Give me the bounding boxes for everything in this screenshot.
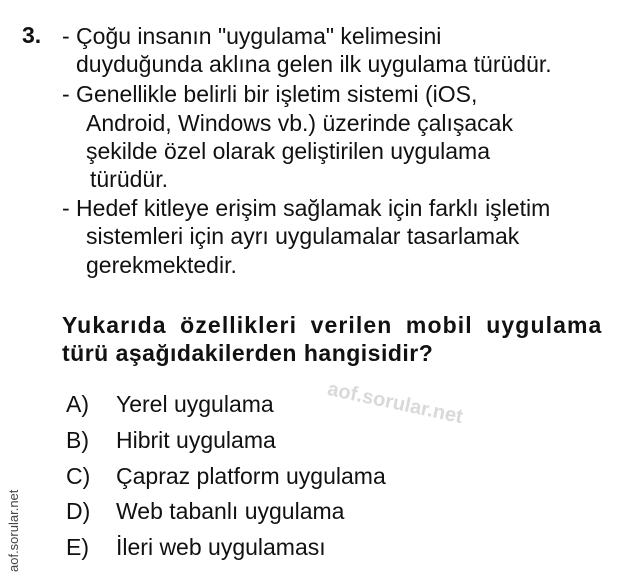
option-b-letter: B) (66, 427, 89, 453)
watermark-center: aof.sorular.net (325, 378, 465, 429)
bullet-2-line-1: - Genellikle belirli bir işletim sistemi (iOS, (62, 81, 478, 107)
option-d-text: Web tabanlı uygulama (116, 498, 345, 524)
watermark-side: aof.sorular.net (6, 489, 21, 572)
bullet-2-line-3: şekilde özel olarak geliştirilen uygulama (86, 138, 490, 164)
option-e-letter: E) (66, 534, 89, 560)
bullet-3-line-2: sistemleri için ayrı uygulamalar tasarlamak (86, 223, 520, 249)
bullet-1-line-2: duyduğunda aklına gelen ilk uygulama türüdür. (76, 51, 552, 77)
option-e-text: İleri web uygulaması (116, 534, 326, 560)
bullet-2-line-2: Android, Windows vb.) üzerinde çalışacak (86, 110, 513, 136)
bullet-2-line-4: türüdür. (90, 166, 168, 192)
question-prompt-line-2: türü aşağıdakilerden hangisidir? (62, 340, 434, 366)
option-c-text: Çapraz platform uygulama (116, 463, 386, 489)
option-d-letter: D) (66, 498, 91, 524)
bullet-1-line-1: - Çoğu insanın "uygulama" kelimesini (62, 23, 442, 49)
option-a-letter: A) (66, 391, 89, 417)
option-a-text: Yerel uygulama (116, 391, 274, 417)
option-a[interactable] (66, 390, 274, 418)
bullet-3-line-3: gerekmektedir. (86, 252, 237, 278)
option-e[interactable] (66, 533, 326, 561)
question-number: 3. (22, 22, 42, 48)
question-prompt-line-1: Yukarıda özellikleri verilen mobil uygulama (62, 312, 603, 338)
option-c-letter: C) (66, 463, 91, 489)
bullet-3-line-1: - Hedef kitleye erişim sağlamak için farklı işletim (62, 195, 551, 221)
option-c[interactable] (66, 462, 386, 490)
option-d[interactable] (66, 497, 344, 525)
option-b[interactable] (66, 426, 276, 454)
option-b-text: Hibrit uygulama (116, 427, 276, 453)
